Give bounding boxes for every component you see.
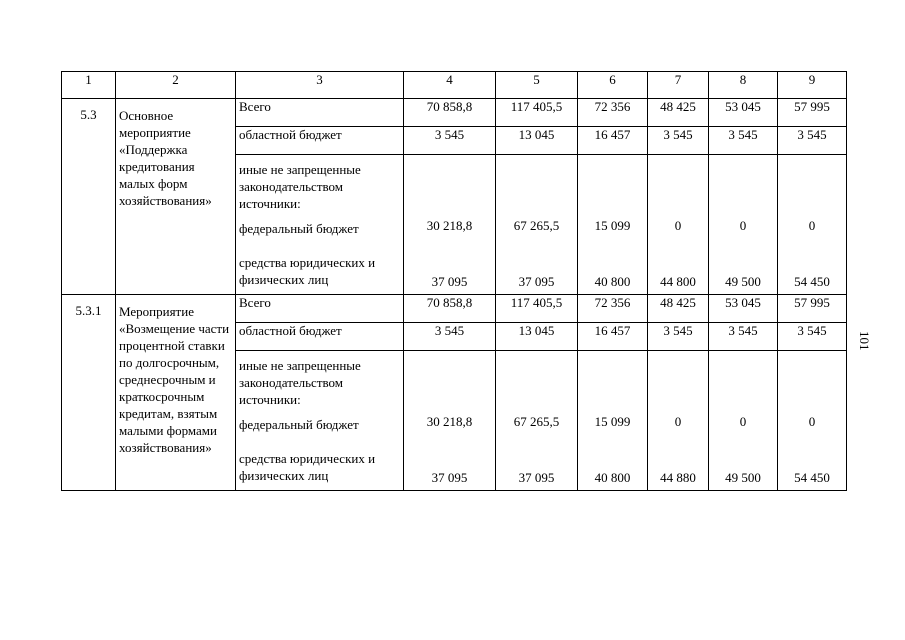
federal-value: 0	[808, 414, 816, 429]
value-stack-cell	[578, 155, 648, 295]
value-cell: 70 858,8	[404, 99, 496, 127]
measure-name: Основное мероприятие «Поддержка кредитования малых форм хозяйствования»	[116, 99, 236, 295]
empty-spacer	[709, 155, 777, 214]
other-sources-label: иные не запрещенные законодательством источники:	[239, 358, 361, 407]
legal-value: 40 800	[594, 274, 631, 289]
federal-value: 0	[739, 218, 747, 233]
value-cell: 57 995	[778, 295, 847, 323]
value-cell: 16 457	[578, 323, 648, 351]
legal-value: 49 500	[725, 470, 761, 485]
header-cell: 2	[116, 72, 236, 99]
other-sources-cell	[236, 351, 404, 491]
federal-value: 30 218,8	[426, 414, 473, 429]
value-stack-cell	[404, 351, 496, 491]
value-cell: 53 045	[709, 295, 778, 323]
empty-spacer	[778, 155, 846, 214]
legal-value: 54 450	[794, 274, 830, 289]
value-cell: 3 545	[709, 127, 778, 155]
value-cell: 13 045	[496, 323, 578, 351]
federal-value: 67 265,5	[513, 414, 560, 429]
empty-spacer	[578, 155, 647, 214]
value-cell: 117 405,5	[496, 295, 578, 323]
header-cell: 5	[496, 72, 578, 99]
federal-value: 15 099	[594, 414, 631, 429]
table-row	[62, 295, 847, 323]
legal-value: 44 880	[660, 470, 696, 485]
header-row	[62, 72, 847, 99]
value-stack	[778, 351, 846, 488]
value-stack	[709, 351, 777, 488]
funding-source-label: Всего	[236, 295, 404, 323]
federal-value: 0	[674, 414, 682, 429]
value-stack-cell	[778, 351, 847, 491]
legal-value: 44 800	[660, 274, 696, 289]
value-stack-cell	[648, 351, 709, 491]
empty-spacer	[404, 155, 495, 214]
value-cell: 72 356	[578, 99, 648, 127]
measure-name: Мероприятие «Возмещение части процентной ставки по долгосрочным, среднесрочным и краткосрочным кредитам, взятым малыми формами хозяйствования»	[116, 295, 236, 491]
budget-table	[61, 71, 847, 491]
other-sources-stack	[236, 351, 403, 490]
empty-spacer	[496, 351, 577, 410]
legal-entities-label: средства юридических и физических лиц	[239, 255, 376, 287]
value-stack-cell	[404, 155, 496, 295]
value-stack-cell	[578, 351, 648, 491]
value-cell: 48 425	[648, 99, 709, 127]
legal-value: 37 095	[518, 470, 555, 485]
legal-value: 49 500	[725, 274, 761, 289]
row-number: 5.3.1	[62, 295, 116, 491]
value-cell: 3 545	[404, 323, 496, 351]
value-cell: 16 457	[578, 127, 648, 155]
empty-spacer	[496, 155, 577, 214]
value-stack-cell	[648, 155, 709, 295]
value-stack	[648, 155, 708, 292]
empty-spacer	[778, 351, 846, 410]
header-cell: 4	[404, 72, 496, 99]
value-cell: 3 545	[648, 127, 709, 155]
legal-value: 37 095	[518, 274, 555, 289]
value-cell: 57 995	[778, 99, 847, 127]
value-stack	[404, 351, 495, 488]
value-stack	[496, 155, 577, 292]
funding-source-label: Всего	[236, 99, 404, 127]
value-stack	[496, 351, 577, 488]
legal-value: 37 095	[431, 274, 468, 289]
other-sources-cell	[236, 155, 404, 295]
other-sources-label: иные не запрещенные законодательством источники:	[239, 162, 361, 211]
legal-value: 40 800	[594, 470, 631, 485]
page-number: 101	[857, 331, 872, 351]
empty-spacer	[648, 351, 708, 410]
row-number: 5.3	[62, 99, 116, 295]
value-cell: 53 045	[709, 99, 778, 127]
value-stack	[648, 351, 708, 488]
value-cell: 3 545	[778, 127, 847, 155]
value-cell: 70 858,8	[404, 295, 496, 323]
federal-value: 0	[674, 218, 682, 233]
value-stack-cell	[778, 155, 847, 295]
empty-spacer	[404, 351, 495, 410]
value-stack-cell	[496, 155, 578, 295]
table-row	[62, 99, 847, 127]
value-cell: 48 425	[648, 295, 709, 323]
value-cell: 3 545	[709, 323, 778, 351]
federal-budget-label: федеральный бюджет	[239, 221, 359, 236]
value-stack-cell	[709, 351, 778, 491]
header-cell: 6	[578, 72, 648, 99]
federal-value: 0	[808, 218, 816, 233]
value-cell: 117 405,5	[496, 99, 578, 127]
funding-source-label: областной бюджет	[236, 323, 404, 351]
federal-value: 0	[739, 414, 747, 429]
legal-entities-label: средства юридических и физических лиц	[239, 451, 376, 483]
legal-value: 54 450	[794, 470, 830, 485]
header-cell: 7	[648, 72, 709, 99]
other-sources-stack	[236, 155, 403, 294]
value-stack-cell	[709, 155, 778, 295]
value-stack	[778, 155, 846, 292]
header-cell: 3	[236, 72, 404, 99]
value-cell: 72 356	[578, 295, 648, 323]
value-stack	[709, 155, 777, 292]
funding-source-label: областной бюджет	[236, 127, 404, 155]
federal-value: 15 099	[594, 218, 631, 233]
value-stack	[404, 155, 495, 292]
value-cell: 13 045	[496, 127, 578, 155]
value-stack	[578, 155, 647, 292]
legal-value: 37 095	[431, 470, 468, 485]
header-cell: 9	[778, 72, 847, 99]
value-cell: 3 545	[404, 127, 496, 155]
header-cell: 8	[709, 72, 778, 99]
federal-value: 30 218,8	[426, 218, 473, 233]
federal-budget-label: федеральный бюджет	[239, 417, 359, 432]
value-cell: 3 545	[648, 323, 709, 351]
value-stack	[578, 351, 647, 488]
federal-value: 67 265,5	[513, 218, 560, 233]
header-cell: 1	[62, 72, 116, 99]
empty-spacer	[648, 155, 708, 214]
value-stack-cell	[496, 351, 578, 491]
empty-spacer	[709, 351, 777, 410]
value-cell: 3 545	[778, 323, 847, 351]
empty-spacer	[578, 351, 647, 410]
